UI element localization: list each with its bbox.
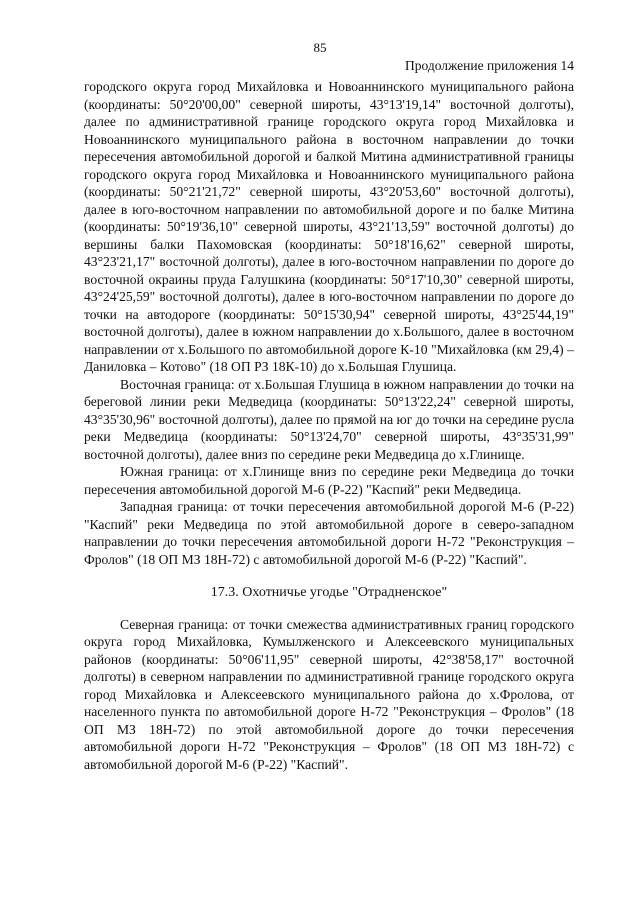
paragraph-east-border: Восточная граница: от х.Большая Глушица в южном направлении до точки на береговой линии реки Медведица (координаты: 50°13'22,24" северной широты, 43°35'30,96" восточной долготы), далее по прямой на юг до точки на середине русла реки Медведица (координаты: 50°13'24,70" северной широты, 43°35'31,99" восточной долготы), далее вниз по середине реки Медведица до х.Глинище. (84, 376, 574, 462)
paragraph-south-border: Южная граница: от х.Глинище вниз по середине реки Медведица до точки пересечения автомобильной дорогой М-6 (Р-22) "Каспий" реки Медведица. (84, 464, 574, 497)
paragraph-north-border: Северная граница: от точки смежества административных границ городского округа город Михайловка, Кумылженского и Алексеевского муниципальных районов (координаты: 50°06'11,95" северной широты, 42°38'58,17" восточной долготы) в северном направлении по административной границе городского округа город Михайловка и Алексеевского муниципального района до х.Фролова, от населенного пункта по автомобильной дороге Н-72 "Реконструкция – Фролов" (18 ОП МЗ 18Н-72) по этой автомобильной дороге до точки пересечения автомобильной дороги Н-72 "Реконструкция – Фролов" (18 ОП МЗ 18Н-72) с автомобильной дорогой М-6 (Р-22) "Каспий". (84, 616, 574, 772)
paragraph-continuation: городского округа город Михайловка и Новоаннинского муниципального района (координаты: 50°20'00,00" северной широты, 43°13'19,14" восточной долготы), далее по административной границе городского округа город Михайловка и Новоаннинского муниципального района в восточном направлении до точки пересечения автомобильной дорогой и балкой Митина административной границы городского округа город Михайловка и Новоаннинского муниципального района (координаты: 50°21'21,72" северной широты, 43°20'53,60" восточной долготы), далее в юго-восточном направлении по автомобильной дороге и по балке Митина (координаты: 50°19'36,10" северной широты, 43°21'13,59" восточной долготы) до вершины балки Пахомовская (координаты: 50°18'16,62" северной широты, 43°23'21,17" восточной долготы), далее в юго-восточном направлении по дороге до восточной окраины пруда Галушкина (координаты: 50°17'10,30" северной широты, 43°24'25,59" восточной долготы), далее в юго-восточном направлении по дороге до точки на автодороге (координаты: 50°15'30,94" северной широты, 43°25'44,19" восточной долготы), далее в южном направлении до х.Большого, далее в восточном направлении от х.Большого по автомобильной дороге К-10 "Михайловка (км 29,4) – Даниловка – Котово" (18 ОП РЗ 18К-10) до х.Большая Глушица. (84, 79, 574, 374)
appendix-continuation-note: Продолжение приложения 14 (404, 58, 574, 73)
page-number: 85 (313, 40, 327, 55)
section-title: 17.3. Охотничье угодье "Отрадненское" (210, 585, 448, 600)
document-body (84, 78, 574, 773)
paragraph-west-border: Западная граница: от точки пересечения автомобильной дорогой М-6 (Р-22) "Каспий" реки Медведица по этой автомобильной дороге в северо-западном направлении до точки пересечения автомобильной дороги Н-72 "Реконструкция – Фролов" (18 ОП МЗ 18Н-72) с автомобильной дорогой М-6 (Р-22) "Каспий". (84, 499, 574, 567)
